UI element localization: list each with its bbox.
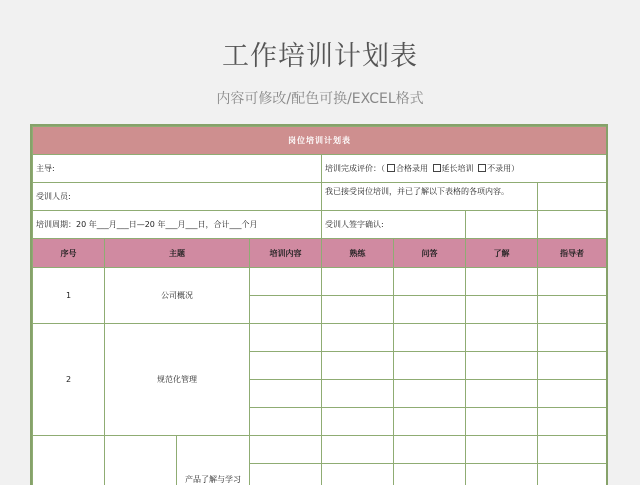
signature-blank-2 [538, 211, 607, 239]
col-header-understand: 了解 [466, 239, 538, 268]
training-plan-sheet [30, 124, 608, 485]
evaluation-row [322, 155, 607, 183]
row-3-no [33, 436, 105, 485]
signature-blank-1 [466, 211, 538, 239]
acknowledge-blank [538, 183, 607, 211]
row-2-no: 2 [33, 324, 105, 436]
form-title: 岗位培训计划表 [33, 127, 607, 155]
checkbox-pass[interactable] [387, 164, 395, 172]
col-header-topic: 主题 [105, 239, 250, 268]
trainee-label: 受训人员: [33, 183, 322, 211]
col-header-proficient: 熟练 [322, 239, 394, 268]
row-1-no: 1 [33, 268, 105, 324]
acknowledge-text: 我已接受岗位培训，并已了解以下表格的各项内容。 [322, 183, 538, 211]
row-3-topic [105, 436, 177, 485]
checkbox-extend[interactable] [433, 164, 441, 172]
row-2-topic: 规范化管理 [105, 324, 250, 436]
evaluation-label: 培训完成评价：（ [325, 164, 385, 173]
col-header-content: 培训内容 [250, 239, 322, 268]
evaluation-option-extend: 延长培训 [441, 164, 474, 173]
page-title: 工作培训计划表 [222, 41, 418, 72]
training-plan-table [32, 126, 607, 485]
period-text: 培训周期：20 年___月___日—20 年___月___日，合计___个月 [33, 211, 322, 239]
host-label: 主导: [33, 155, 322, 183]
col-header-no: 序号 [33, 239, 105, 268]
evaluation-option-reject: 不录用） [487, 164, 520, 173]
col-header-qa: 问答 [394, 239, 466, 268]
signature-label: 受训人签字确认: [322, 211, 466, 239]
evaluation-option-pass: 合格录用 [396, 164, 428, 173]
row-1-topic: 公司概况 [105, 268, 250, 324]
checkbox-reject[interactable] [478, 164, 486, 172]
page-subtitle: 内容可修改/配色可换/EXCEL格式 [216, 91, 424, 107]
col-header-instructor: 指导者 [538, 239, 607, 268]
row-3-subtopic: 产品了解与学习 [177, 436, 250, 485]
